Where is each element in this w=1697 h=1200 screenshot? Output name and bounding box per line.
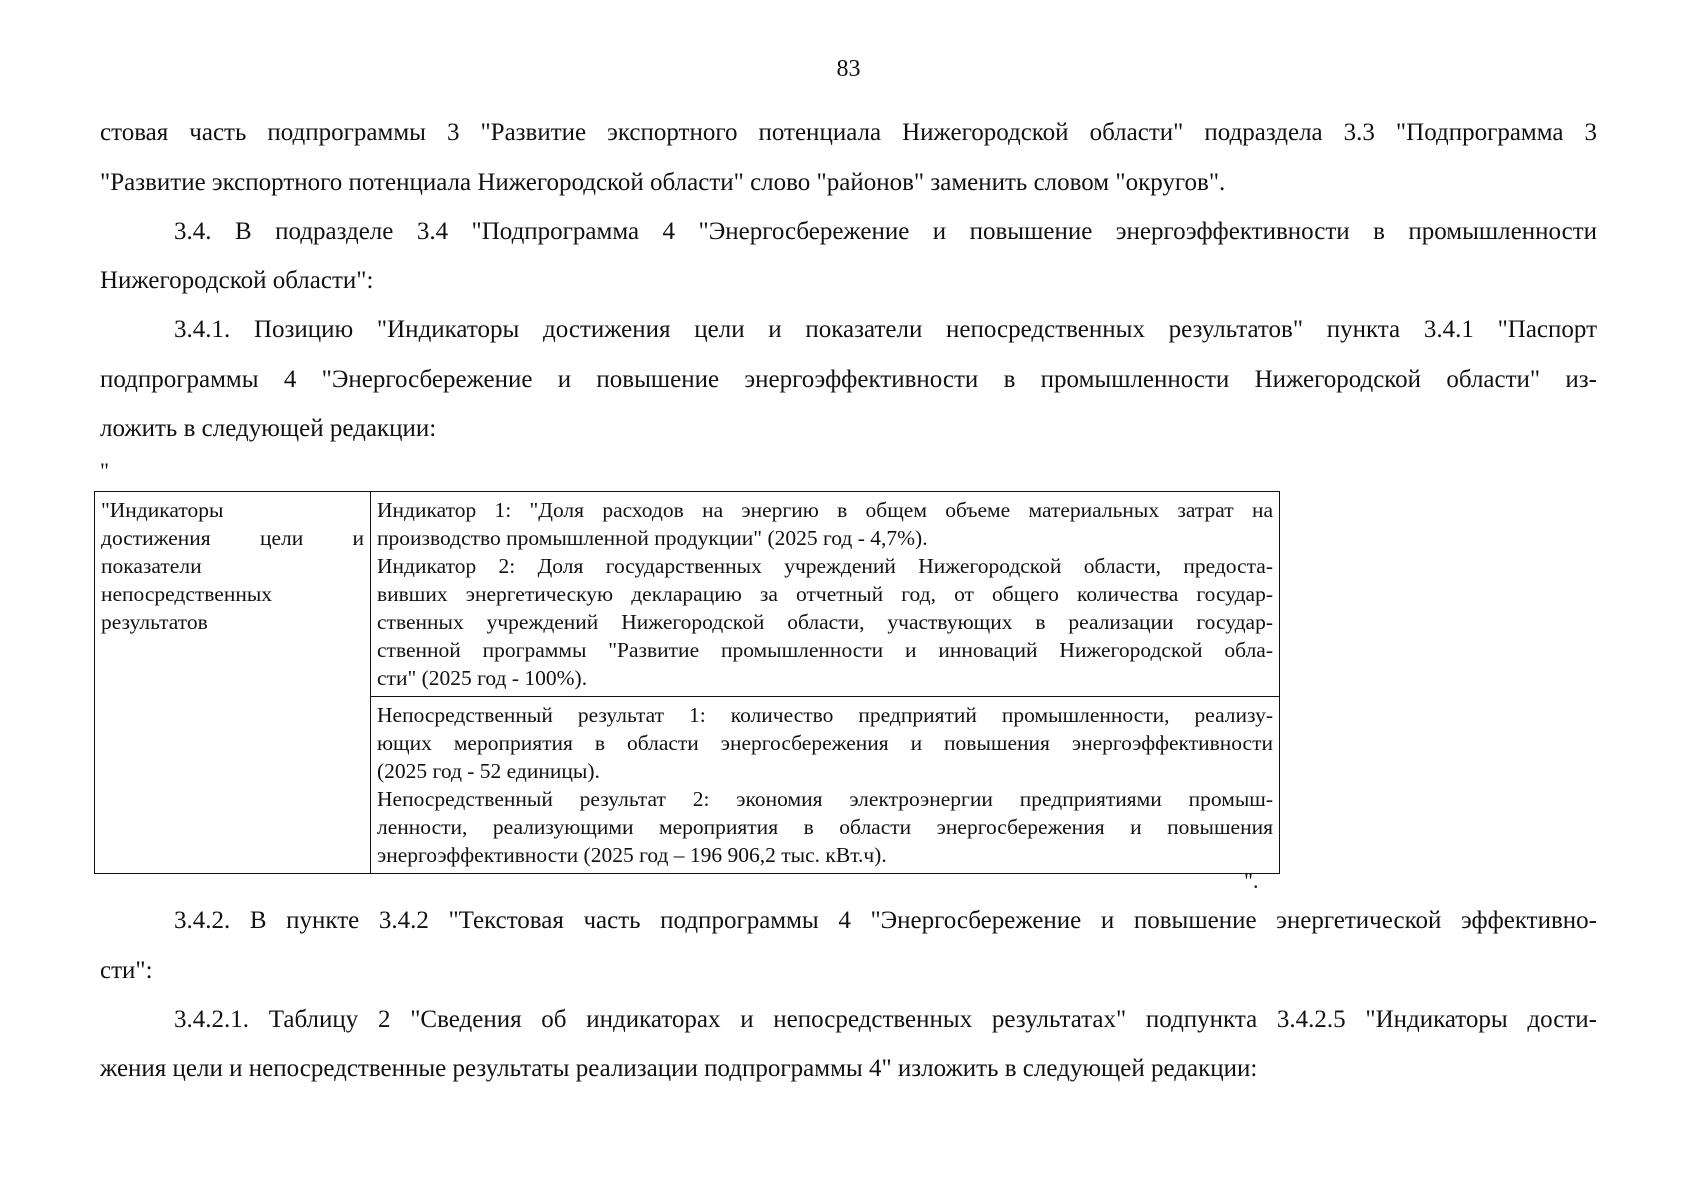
text-line-2: "Развитие экспортного потенциала Нижегородской области" слово "районов" заменить словом "округов". (100, 169, 1226, 196)
text-line-6: подпрограммы 4 "Энергосбережение и повышение энергоэффективности в промышленности Нижегородской области" из- (100, 366, 1597, 393)
cell-line: вивших энергетическую декларацию за отчетный год, от общего количества государ- (377, 582, 1273, 606)
cell-line: достижения цели и (101, 526, 364, 550)
cell-line: ленности, реализующими мероприятия в области энергосбережения и повышения (377, 815, 1273, 839)
cell-line: Индикатор 2: Доля государственных учреждений Нижегородской области, предоста- (377, 554, 1273, 578)
cell-line: ственных учреждений Нижегородской области, участвующих в реализации государ- (377, 610, 1273, 634)
table-row (95, 492, 1280, 697)
position-name-cell (95, 492, 371, 874)
cell-line: показатели (101, 554, 202, 578)
text-line-5: 3.4.1. Позицию "Индикаторы достижения цели и показатели непосредственных результатов" пункта 3.4.1 "Паспорт (174, 316, 1597, 343)
cell-line: Индикатор 1: "Доля расходов на энергию в общем объеме материальных затрат на (377, 498, 1273, 522)
indicators-cell (371, 492, 1280, 697)
text-line-11: жения цели и непосредственные результаты реализации подпрограммы 4" изложить в следующей редакции: (100, 1055, 1258, 1082)
results-cell (371, 697, 1280, 874)
cell-line: Непосредственный результат 2: экономия электроэнергии предприятиями промыш- (377, 787, 1273, 811)
text-line-1: стовая часть подпрограммы 3 "Развитие экспортного потенциала Нижегородской области" подраздела 3.3 "Подпрограмма 3 (100, 119, 1597, 146)
cell-line: Непосредственный результат 1: количество предприятий промышленности, реализу- (377, 703, 1273, 727)
cell-line: сти" (2025 год - 100%). (377, 666, 588, 690)
opening-quote-mark: " (100, 458, 109, 483)
cell-line: ственной программы "Развитие промышленности и инноваций Нижегородской обла- (377, 638, 1273, 662)
text-line-7: ложить в следующей редакции: (100, 415, 437, 442)
closing-quote-mark: ". (1244, 868, 1259, 893)
cell-line: результатов (101, 610, 208, 634)
cell-line: ющих мероприятия в области энергосбережения и повышения энергоэффективности (377, 731, 1273, 755)
text-line-3: 3.4. В подразделе 3.4 "Подпрограмма 4 "Энергосбережение и повышение энергоэффективности в промышленности (174, 218, 1597, 245)
cell-line: непосредственных (101, 582, 273, 606)
cell-line: (2025 год - 52 единицы). (377, 759, 600, 783)
cell-line: "Индикаторы (101, 498, 224, 522)
text-line-4: Нижегородской области": (100, 267, 374, 294)
text-line-9: сти": (100, 957, 153, 984)
text-line-8: 3.4.2. В пункте 3.4.2 "Текстовая часть подпрограммы 4 "Энергосбережение и повышение энергетической эффективно- (174, 907, 1597, 934)
text-line-10: 3.4.2.1. Таблицу 2 "Сведения об индикаторах и непосредственных результатах" подпункта 3.4.2.5 "Индикаторы дости- (174, 1006, 1597, 1033)
page-number: 83 (836, 56, 861, 82)
cell-line: производство промышленной продукции" (2025 год - 4,7%). (377, 526, 928, 550)
indicators-table (94, 491, 1280, 874)
cell-line: энергоэффективности (2025 год – 196 906,2 тыс. кВт.ч). (377, 843, 887, 867)
